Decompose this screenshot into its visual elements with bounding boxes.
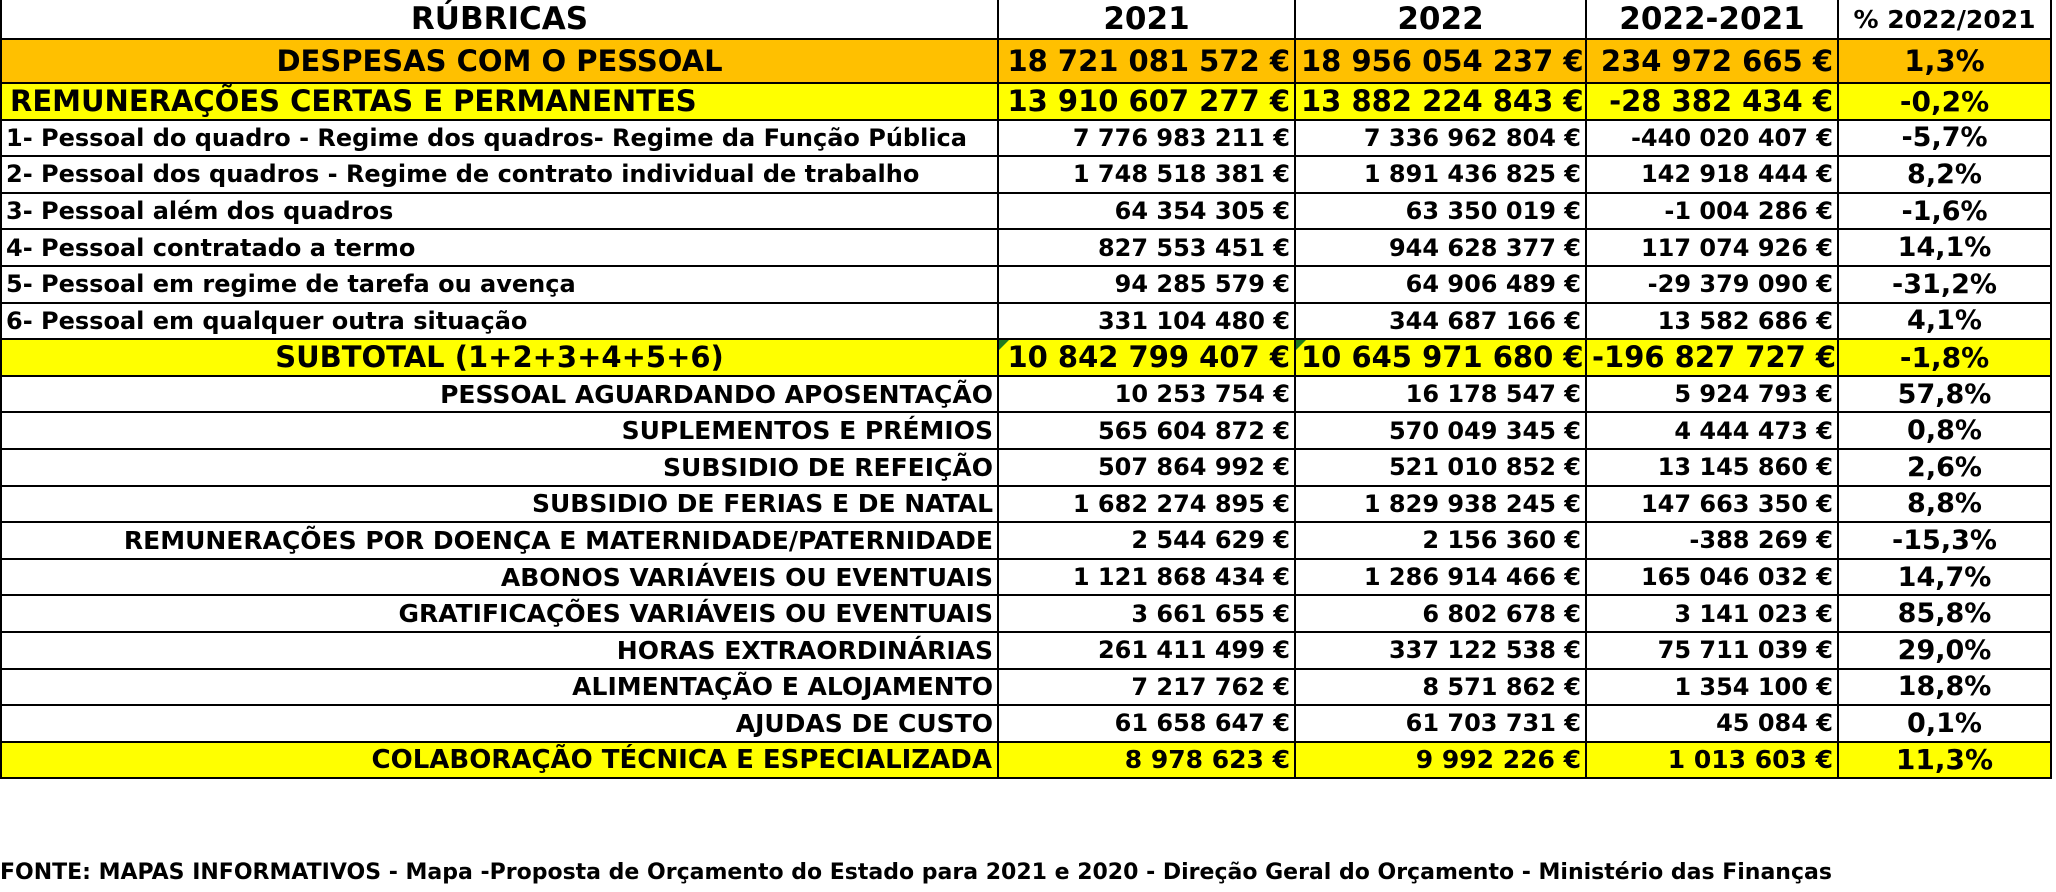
- value-diff: 13 582 686 €: [1586, 303, 1838, 340]
- table-row: [1, 742, 2051, 779]
- value-pct: 14,1%: [1838, 229, 2051, 266]
- value-diff: -196 827 727 €: [1586, 339, 1838, 376]
- value-diff: 1 354 100 €: [1586, 669, 1838, 706]
- row-label: PESSOAL AGUARDANDO APOSENTAÇÃO: [1, 376, 998, 413]
- row-label: COLABORAÇÃO TÉCNICA E ESPECIALIZADA: [1, 742, 998, 779]
- value-2022: 570 049 345 €: [1295, 412, 1586, 449]
- value-2021: 565 604 872 €: [998, 412, 1295, 449]
- value-2021: 64 354 305 €: [998, 193, 1295, 230]
- value-2022: 18 956 054 237 €: [1295, 39, 1586, 83]
- row-label: SUPLEMENTOS E PRÉMIOS: [1, 412, 998, 449]
- row-label: REMUNERAÇÕES CERTAS E PERMANENTES: [1, 83, 998, 120]
- row-label: 6- Pessoal em qualquer outra situação: [1, 303, 998, 340]
- value-2021: 18 721 081 572 €: [998, 39, 1295, 83]
- table-row: [1, 156, 2051, 193]
- value-2021: 8 978 623 €: [998, 742, 1295, 779]
- header-row: [1, 0, 2051, 39]
- row-label: 4- Pessoal contratado a termo: [1, 229, 998, 266]
- row-label: SUBSIDIO DE FERIAS E DE NATAL: [1, 486, 998, 523]
- value-pct: 57,8%: [1838, 376, 2051, 413]
- row-label: ALIMENTAÇÃO E ALOJAMENTO: [1, 669, 998, 706]
- value-diff: 13 145 860 €: [1586, 449, 1838, 486]
- value-2021: 1 682 274 895 €: [998, 486, 1295, 523]
- value-2022: 13 882 224 843 €: [1295, 83, 1586, 120]
- table-row: [1, 632, 2051, 669]
- value-diff: 142 918 444 €: [1586, 156, 1838, 193]
- header-pct: % 2022/2021: [1838, 0, 2051, 39]
- row-label: REMUNERAÇÕES POR DOENÇA E MATERNIDADE/PATERNIDADE: [1, 522, 998, 559]
- table-row: [1, 339, 2051, 376]
- value-2022: 944 628 377 €: [1295, 229, 1586, 266]
- table-row: [1, 83, 2051, 120]
- header-diff: 2022-2021: [1586, 0, 1838, 39]
- row-label: SUBSIDIO DE REFEIÇÃO: [1, 449, 998, 486]
- header-2021: 2021: [998, 0, 1295, 39]
- row-label: AJUDAS DE CUSTO: [1, 705, 998, 742]
- value-pct: -1,8%: [1838, 339, 2051, 376]
- value-2021: 1 121 868 434 €: [998, 559, 1295, 596]
- value-pct: -31,2%: [1838, 266, 2051, 303]
- value-2021: 10 842 799 407 €: [998, 339, 1295, 376]
- value-2022: 7 336 962 804 €: [1295, 120, 1586, 157]
- value-pct: 2,6%: [1838, 449, 2051, 486]
- row-label: DESPESAS COM O PESSOAL: [1, 39, 998, 83]
- value-diff: 234 972 665 €: [1586, 39, 1838, 83]
- table-row: [1, 303, 2051, 340]
- value-2022: 1 286 914 466 €: [1295, 559, 1586, 596]
- value-2021: 61 658 647 €: [998, 705, 1295, 742]
- value-diff: -440 020 407 €: [1586, 120, 1838, 157]
- row-label: 2- Pessoal dos quadros - Regime de contrato individual de trabalho: [1, 156, 998, 193]
- header-rubricas: RÚBRICAS: [1, 0, 998, 39]
- value-2021: 3 661 655 €: [998, 595, 1295, 632]
- value-2022: 344 687 166 €: [1295, 303, 1586, 340]
- value-2021: 827 553 451 €: [998, 229, 1295, 266]
- table-row: [1, 229, 2051, 266]
- source-footnote: FONTE: MAPAS INFORMATIVOS - Mapa -Proposta de Orçamento do Estado para 2021 e 2020 - Direção Geral do Orçamento - Ministério das Finanças: [0, 860, 1832, 885]
- value-2021: 13 910 607 277 €: [998, 83, 1295, 120]
- table-row: [1, 559, 2051, 596]
- value-pct: 4,1%: [1838, 303, 2051, 340]
- value-2021: 507 864 992 €: [998, 449, 1295, 486]
- value-2021: 261 411 499 €: [998, 632, 1295, 669]
- value-2021: 331 104 480 €: [998, 303, 1295, 340]
- row-label: 5- Pessoal em regime de tarefa ou avença: [1, 266, 998, 303]
- value-2022: 1 891 436 825 €: [1295, 156, 1586, 193]
- value-2022: 1 829 938 245 €: [1295, 486, 1586, 523]
- row-label: 3- Pessoal além dos quadros: [1, 193, 998, 230]
- table-row: [1, 412, 2051, 449]
- value-2021: 10 253 754 €: [998, 376, 1295, 413]
- table-row: [1, 669, 2051, 706]
- table-row: [1, 193, 2051, 230]
- value-diff: -29 379 090 €: [1586, 266, 1838, 303]
- value-diff: 1 013 603 €: [1586, 742, 1838, 779]
- value-pct: -15,3%: [1838, 522, 2051, 559]
- value-pct: 85,8%: [1838, 595, 2051, 632]
- value-2022: 10 645 971 680 €: [1295, 339, 1586, 376]
- table-row: [1, 449, 2051, 486]
- value-pct: 29,0%: [1838, 632, 2051, 669]
- value-diff: 117 074 926 €: [1586, 229, 1838, 266]
- value-diff: 4 444 473 €: [1586, 412, 1838, 449]
- value-2021: 2 544 629 €: [998, 522, 1295, 559]
- row-label: HORAS EXTRAORDINÁRIAS: [1, 632, 998, 669]
- value-diff: 165 046 032 €: [1586, 559, 1838, 596]
- value-2021: 7 217 762 €: [998, 669, 1295, 706]
- value-2022: 8 571 862 €: [1295, 669, 1586, 706]
- value-2022: 2 156 360 €: [1295, 522, 1586, 559]
- value-2022: 63 350 019 €: [1295, 193, 1586, 230]
- row-label: ABONOS VARIÁVEIS OU EVENTUAIS: [1, 559, 998, 596]
- value-pct: 8,8%: [1838, 486, 2051, 523]
- value-diff: 147 663 350 €: [1586, 486, 1838, 523]
- table-row: [1, 376, 2051, 413]
- table-row: [1, 39, 2051, 83]
- value-pct: 8,2%: [1838, 156, 2051, 193]
- value-diff: -388 269 €: [1586, 522, 1838, 559]
- value-2021: 1 748 518 381 €: [998, 156, 1295, 193]
- value-pct: -0,2%: [1838, 83, 2051, 120]
- row-label: SUBTOTAL (1+2+3+4+5+6): [1, 339, 998, 376]
- table-row: [1, 522, 2051, 559]
- row-label: 1- Pessoal do quadro - Regime dos quadros- Regime da Função Pública: [1, 120, 998, 157]
- value-2022: 337 122 538 €: [1295, 632, 1586, 669]
- table-row: [1, 595, 2051, 632]
- value-diff: 75 711 039 €: [1586, 632, 1838, 669]
- table-row: [1, 705, 2051, 742]
- value-pct: -1,6%: [1838, 193, 2051, 230]
- table-row: [1, 486, 2051, 523]
- header-2022: 2022: [1295, 0, 1586, 39]
- row-label: GRATIFICAÇÕES VARIÁVEIS OU EVENTUAIS: [1, 595, 998, 632]
- table-row: [1, 266, 2051, 303]
- value-diff: 5 924 793 €: [1586, 376, 1838, 413]
- value-2022: 64 906 489 €: [1295, 266, 1586, 303]
- table-body: [1, 39, 2051, 778]
- value-2022: 9 992 226 €: [1295, 742, 1586, 779]
- value-2022: 521 010 852 €: [1295, 449, 1586, 486]
- value-2022: 16 178 547 €: [1295, 376, 1586, 413]
- value-diff: 45 084 €: [1586, 705, 1838, 742]
- value-pct: 18,8%: [1838, 669, 2051, 706]
- value-pct: 11,3%: [1838, 742, 2051, 779]
- value-2022: 6 802 678 €: [1295, 595, 1586, 632]
- value-pct: 1,3%: [1838, 39, 2051, 83]
- value-pct: 14,7%: [1838, 559, 2051, 596]
- value-diff: 3 141 023 €: [1586, 595, 1838, 632]
- value-diff: -1 004 286 €: [1586, 193, 1838, 230]
- value-2021: 94 285 579 €: [998, 266, 1295, 303]
- value-diff: -28 382 434 €: [1586, 83, 1838, 120]
- value-pct: -5,7%: [1838, 120, 2051, 157]
- value-2021: 7 776 983 211 €: [998, 120, 1295, 157]
- value-pct: 0,1%: [1838, 705, 2051, 742]
- value-pct: 0,8%: [1838, 412, 2051, 449]
- value-2022: 61 703 731 €: [1295, 705, 1586, 742]
- table-row: [1, 120, 2051, 157]
